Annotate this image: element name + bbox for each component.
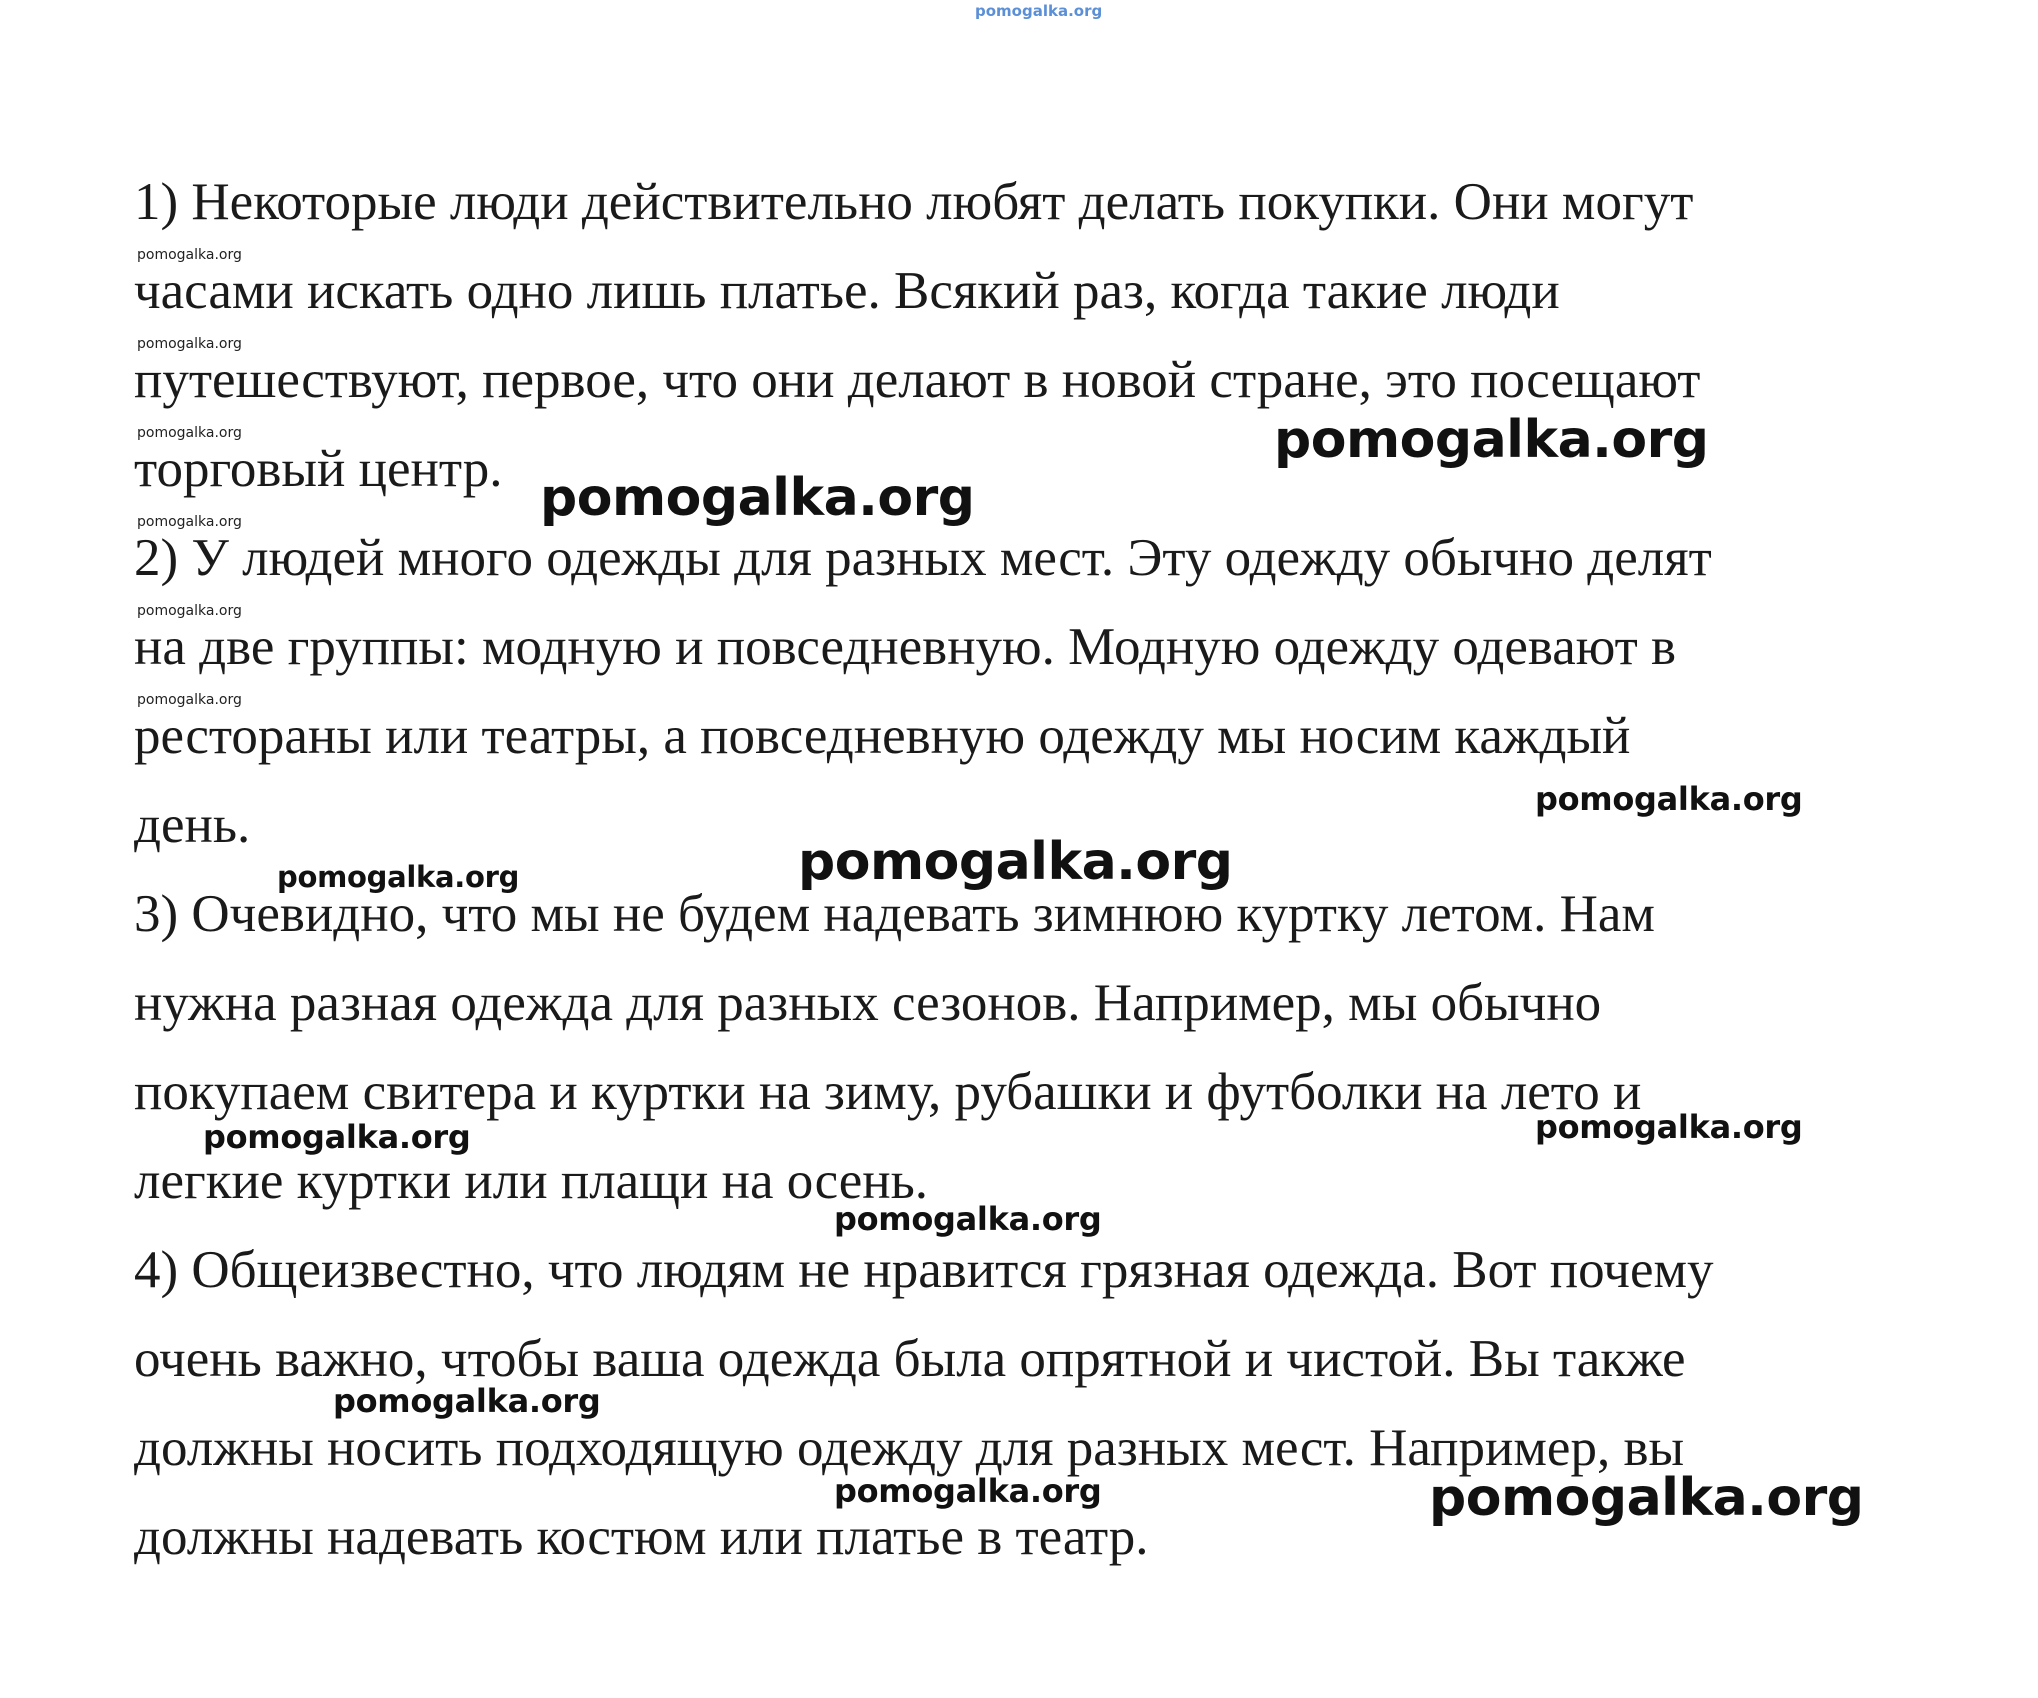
watermark-small: pomogalka.org	[137, 425, 242, 441]
text-line-7: рестораны или театры, а повседневную одежду мы носим каждый	[134, 707, 1631, 765]
watermark-small: pomogalka.org	[137, 692, 242, 708]
watermark-medium: pomogalka.org	[277, 860, 520, 894]
watermark-medium: pomogalka.org	[834, 1472, 1102, 1510]
text-line-8: день.	[134, 796, 251, 854]
watermark-small: pomogalka.org	[137, 514, 242, 530]
text-line-16: должны надевать костюм или платье в театр.	[134, 1508, 1149, 1566]
watermark-medium: pomogalka.org	[333, 1382, 601, 1420]
text-line-15: должны носить подходящую одежду для разных мест. Например, вы	[134, 1419, 1685, 1477]
text-line-10: нужна разная одежда для разных сезонов. Например, мы обычно	[134, 974, 1602, 1032]
text-line-14: очень важно, чтобы ваша одежда была опрятной и чистой. Вы также	[134, 1330, 1686, 1388]
watermark-medium: pomogalka.org	[203, 1118, 471, 1156]
text-line-2: часами искать одно лишь платье. Всякий раз, когда такие люди	[134, 262, 1560, 320]
text-line-13: 4) Общеизвестно, что людям не нравится грязная одежда. Вот почему	[134, 1241, 1714, 1299]
watermark-medium: pomogalka.org	[1535, 1108, 1803, 1146]
text-line-12: легкие куртки или плащи на осень.	[134, 1152, 929, 1210]
text-line-11: покупаем свитера и куртки на зиму, рубашки и футболки на лето и	[134, 1063, 1642, 1121]
watermark-small: pomogalka.org	[137, 247, 242, 263]
watermark-medium: pomogalka.org	[834, 1200, 1102, 1238]
watermark-small: pomogalka.org	[137, 603, 242, 619]
text-line-4: торговый центр.	[134, 440, 503, 498]
text-line-3: путешествуют, первое, что они делают в новой стране, это посещают	[134, 351, 1701, 409]
text-line-9: 3) Очевидно, что мы не будем надевать зимнюю куртку летом. Нам	[134, 885, 1655, 943]
watermark-large: pomogalka.org	[1274, 410, 1709, 470]
text-line-5: 2) У людей много одежды для разных мест. Эту одежду обычно делят	[134, 529, 1712, 587]
watermark-large: pomogalka.org	[1429, 1468, 1864, 1528]
text-line-6: на две группы: модную и повседневную. Модную одежду одевают в	[134, 618, 1677, 676]
text-line-1: 1) Некоторые люди действительно любят делать покупки. Они могут	[134, 173, 1694, 231]
watermark-large: pomogalka.org	[540, 468, 975, 528]
watermark-large: pomogalka.org	[798, 832, 1233, 892]
watermark-medium: pomogalka.org	[1535, 780, 1803, 818]
watermark-small: pomogalka.org	[137, 336, 242, 352]
watermark-top: pomogalka.org	[975, 2, 1103, 20]
